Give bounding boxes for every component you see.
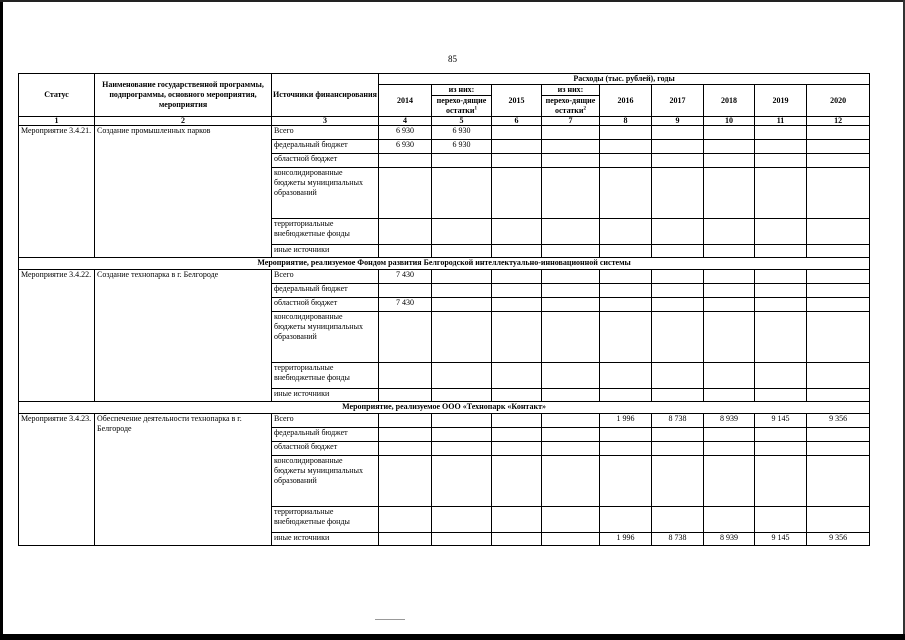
funding-source: федеральный бюджет xyxy=(272,140,379,154)
amount-cell xyxy=(704,442,755,456)
amount-cell xyxy=(379,389,432,402)
amount-cell xyxy=(600,284,652,298)
event-name: Создание промышленных парков xyxy=(95,126,272,258)
amount-cell: 8 939 xyxy=(704,414,755,428)
amount-cell xyxy=(600,168,652,219)
funding-source: иные источники xyxy=(272,389,379,402)
header-sources: Источники финансирования xyxy=(272,74,379,117)
funding-source: Всего xyxy=(272,270,379,284)
amount-cell xyxy=(492,533,542,546)
scan-artifact xyxy=(375,619,405,620)
amount-cell xyxy=(652,126,704,140)
amount-cell xyxy=(600,270,652,284)
amount-cell xyxy=(600,389,652,402)
funding-source: территориальные внебюджетные фонды xyxy=(272,507,379,533)
event-status: Мероприятие 3.4.22. xyxy=(19,270,95,402)
amount-cell xyxy=(492,507,542,533)
header-carryover-1-text: перехо-дящие остатки xyxy=(436,96,487,115)
amount-cell xyxy=(432,270,492,284)
amount-cell: 6 930 xyxy=(379,140,432,154)
amount-cell: 9 356 xyxy=(807,533,870,546)
amount-cell xyxy=(704,126,755,140)
amount-cell: 9 145 xyxy=(755,533,807,546)
amount-cell xyxy=(432,456,492,507)
amount-cell: 8 738 xyxy=(652,533,704,546)
amount-cell xyxy=(379,456,432,507)
amount-cell xyxy=(600,456,652,507)
column-number: 7 xyxy=(542,117,600,126)
header-year-2020: 2020 xyxy=(807,85,870,117)
amount-cell xyxy=(492,442,542,456)
amount-cell xyxy=(652,312,704,363)
amount-cell xyxy=(542,389,600,402)
amount-cell xyxy=(379,219,432,245)
table-body xyxy=(19,126,870,546)
column-number: 2 xyxy=(95,117,272,126)
amount-cell: 7 430 xyxy=(379,298,432,312)
funding-source: иные источники xyxy=(272,533,379,546)
amount-cell xyxy=(652,507,704,533)
amount-cell xyxy=(704,428,755,442)
amount-cell xyxy=(492,414,542,428)
amount-cell xyxy=(379,284,432,298)
funding-source: федеральный бюджет xyxy=(272,428,379,442)
funding-source: областной бюджет xyxy=(272,154,379,168)
scan-edge-bottom xyxy=(0,634,905,640)
amount-cell xyxy=(492,363,542,389)
amount-cell xyxy=(704,168,755,219)
funding-source: областной бюджет xyxy=(272,442,379,456)
header-expenses: Расходы (тыс. рублей), годы xyxy=(379,74,870,85)
column-number: 8 xyxy=(600,117,652,126)
amount-cell xyxy=(432,428,492,442)
event-name: Создание технопарка в г. Белгороде xyxy=(95,270,272,402)
amount-cell xyxy=(704,507,755,533)
column-number: 5 xyxy=(432,117,492,126)
amount-cell xyxy=(807,245,870,258)
amount-cell xyxy=(652,389,704,402)
table-row xyxy=(19,270,870,284)
header-year-2016: 2016 xyxy=(600,85,652,117)
amount-cell xyxy=(600,154,652,168)
header-carryover-2 xyxy=(542,96,600,117)
amount-cell xyxy=(379,245,432,258)
amount-cell xyxy=(379,428,432,442)
amount-cell xyxy=(652,442,704,456)
amount-cell xyxy=(432,284,492,298)
amount-cell: 6 930 xyxy=(432,126,492,140)
header-year-2015: 2015 xyxy=(492,85,542,117)
scan-edge-top xyxy=(0,0,905,2)
amount-cell: 8 939 xyxy=(704,533,755,546)
table-row xyxy=(19,414,870,428)
header-row-1 xyxy=(19,74,870,85)
amount-cell xyxy=(807,442,870,456)
amount-cell xyxy=(600,126,652,140)
amount-cell xyxy=(755,284,807,298)
amount-cell xyxy=(492,284,542,298)
column-number: 12 xyxy=(807,117,870,126)
amount-cell xyxy=(379,533,432,546)
funding-source: территориальные внебюджетные фонды xyxy=(272,219,379,245)
column-number: 10 xyxy=(704,117,755,126)
amount-cell: 9 356 xyxy=(807,414,870,428)
amount-cell xyxy=(600,245,652,258)
amount-cell xyxy=(755,298,807,312)
amount-cell xyxy=(432,298,492,312)
amount-cell: 6 930 xyxy=(432,140,492,154)
amount-cell xyxy=(492,154,542,168)
scan-edge-left xyxy=(0,0,3,640)
funding-source: консолидированные бюджеты муниципальных образований xyxy=(272,312,379,363)
amount-cell xyxy=(704,363,755,389)
header-year-2018: 2018 xyxy=(704,85,755,117)
amount-cell xyxy=(542,442,600,456)
amount-cell xyxy=(807,428,870,442)
amount-cell xyxy=(704,298,755,312)
amount-cell xyxy=(807,456,870,507)
header-of-them-1: из них: xyxy=(432,85,492,96)
funding-source: Всего xyxy=(272,414,379,428)
amount-cell xyxy=(807,363,870,389)
amount-cell xyxy=(600,140,652,154)
section-title: Мероприятие, реализуемое ООО «Технопарк «Контакт» xyxy=(19,402,870,414)
amount-cell xyxy=(807,298,870,312)
amount-cell xyxy=(704,245,755,258)
event-status: Мероприятие 3.4.23. xyxy=(19,414,95,546)
footnote-ref-1: 1 xyxy=(474,106,478,112)
amount-cell xyxy=(542,245,600,258)
amount-cell xyxy=(807,507,870,533)
amount-cell xyxy=(704,312,755,363)
amount-cell xyxy=(379,414,432,428)
column-number: 9 xyxy=(652,117,704,126)
amount-cell xyxy=(704,389,755,402)
amount-cell xyxy=(652,363,704,389)
amount-cell xyxy=(755,456,807,507)
column-number: 11 xyxy=(755,117,807,126)
funding-source: федеральный бюджет xyxy=(272,284,379,298)
amount-cell xyxy=(492,428,542,442)
amount-cell xyxy=(600,219,652,245)
amount-cell xyxy=(807,140,870,154)
amount-cell: 7 430 xyxy=(379,270,432,284)
amount-cell xyxy=(652,298,704,312)
amount-cell xyxy=(755,245,807,258)
amount-cell: 1 996 xyxy=(600,414,652,428)
amount-cell xyxy=(492,168,542,219)
amount-cell xyxy=(755,219,807,245)
amount-cell xyxy=(704,154,755,168)
amount-cell xyxy=(704,140,755,154)
section-title: Мероприятие, реализуемое Фондом развития Белгородской интеллектуально-инновационной системы xyxy=(19,258,870,270)
funding-source: консолидированные бюджеты муниципальных образований xyxy=(272,168,379,219)
amount-cell xyxy=(704,219,755,245)
table-row xyxy=(19,126,870,140)
amount-cell xyxy=(652,140,704,154)
amount-cell xyxy=(542,507,600,533)
amount-cell xyxy=(432,507,492,533)
funding-source: Всего xyxy=(272,126,379,140)
amount-cell xyxy=(652,456,704,507)
amount-cell xyxy=(807,312,870,363)
section-title-row xyxy=(19,258,870,270)
amount-cell xyxy=(652,154,704,168)
amount-cell xyxy=(807,126,870,140)
column-number: 4 xyxy=(379,117,432,126)
amount-cell xyxy=(600,298,652,312)
event-status: Мероприятие 3.4.21. xyxy=(19,126,95,258)
amount-cell xyxy=(379,507,432,533)
amount-cell xyxy=(492,298,542,312)
header-name: Наименование государственной программы, подпрограммы, основного мероприятия, мероприятия xyxy=(95,74,272,117)
amount-cell xyxy=(542,168,600,219)
amount-cell xyxy=(379,168,432,219)
amount-cell xyxy=(542,284,600,298)
amount-cell xyxy=(432,168,492,219)
budget-table xyxy=(18,73,870,546)
amount-cell xyxy=(807,389,870,402)
amount-cell xyxy=(652,428,704,442)
amount-cell xyxy=(542,414,600,428)
amount-cell xyxy=(755,442,807,456)
header-carryover-1 xyxy=(432,96,492,117)
amount-cell xyxy=(432,245,492,258)
amount-cell xyxy=(755,363,807,389)
event-name: Обеспечение деятельности технопарка в г. Белгороде xyxy=(95,414,272,546)
amount-cell xyxy=(755,126,807,140)
amount-cell xyxy=(492,312,542,363)
header-year-2014: 2014 xyxy=(379,85,432,117)
amount-cell xyxy=(807,284,870,298)
amount-cell xyxy=(600,507,652,533)
amount-cell xyxy=(542,126,600,140)
amount-cell xyxy=(807,154,870,168)
header-status: Статус xyxy=(19,74,95,117)
amount-cell xyxy=(492,245,542,258)
amount-cell xyxy=(652,270,704,284)
amount-cell xyxy=(542,298,600,312)
amount-cell xyxy=(704,270,755,284)
amount-cell xyxy=(492,456,542,507)
amount-cell xyxy=(542,219,600,245)
amount-cell xyxy=(600,312,652,363)
column-number: 1 xyxy=(19,117,95,126)
amount-cell xyxy=(807,219,870,245)
amount-cell: 8 738 xyxy=(652,414,704,428)
column-number: 3 xyxy=(272,117,379,126)
amount-cell xyxy=(755,507,807,533)
amount-cell xyxy=(432,414,492,428)
amount-cell xyxy=(542,428,600,442)
page-number: 85 xyxy=(448,54,457,64)
amount-cell xyxy=(652,284,704,298)
amount-cell xyxy=(652,245,704,258)
amount-cell xyxy=(600,363,652,389)
amount-cell: 9 145 xyxy=(755,414,807,428)
header-of-them-2: из них: xyxy=(542,85,600,96)
amount-cell xyxy=(807,270,870,284)
amount-cell xyxy=(600,442,652,456)
amount-cell xyxy=(432,442,492,456)
amount-cell xyxy=(432,533,492,546)
amount-cell xyxy=(652,219,704,245)
amount-cell xyxy=(379,442,432,456)
amount-cell xyxy=(492,389,542,402)
amount-cell xyxy=(432,363,492,389)
amount-cell: 1 996 xyxy=(600,533,652,546)
header-year-2019: 2019 xyxy=(755,85,807,117)
section-title-row xyxy=(19,402,870,414)
amount-cell xyxy=(755,270,807,284)
amount-cell xyxy=(600,428,652,442)
amount-cell xyxy=(755,154,807,168)
amount-cell xyxy=(542,270,600,284)
amount-cell xyxy=(379,363,432,389)
amount-cell xyxy=(379,154,432,168)
header-year-2017: 2017 xyxy=(652,85,704,117)
amount-cell xyxy=(542,533,600,546)
amount-cell xyxy=(432,219,492,245)
amount-cell xyxy=(379,312,432,363)
funding-source: областной бюджет xyxy=(272,298,379,312)
amount-cell xyxy=(755,140,807,154)
amount-cell xyxy=(807,168,870,219)
amount-cell xyxy=(755,168,807,219)
header-carryover-2-text: перехо-дящие остатки xyxy=(545,96,596,115)
amount-cell xyxy=(492,126,542,140)
funding-source: консолидированные бюджеты муниципальных образований xyxy=(272,456,379,507)
column-number: 6 xyxy=(492,117,542,126)
footnote-ref-2: 2 xyxy=(583,106,587,112)
amount-cell xyxy=(704,456,755,507)
funding-source: территориальные внебюджетные фонды xyxy=(272,363,379,389)
amount-cell xyxy=(542,363,600,389)
amount-cell xyxy=(652,168,704,219)
amount-cell xyxy=(755,428,807,442)
amount-cell xyxy=(432,389,492,402)
amount-cell xyxy=(432,312,492,363)
amount-cell xyxy=(542,312,600,363)
amount-cell xyxy=(755,312,807,363)
amount-cell xyxy=(542,154,600,168)
amount-cell xyxy=(492,219,542,245)
amount-cell xyxy=(432,154,492,168)
amount-cell: 6 930 xyxy=(379,126,432,140)
amount-cell xyxy=(492,270,542,284)
funding-source: иные источники xyxy=(272,245,379,258)
amount-cell xyxy=(755,389,807,402)
amount-cell xyxy=(542,456,600,507)
amount-cell xyxy=(542,140,600,154)
amount-cell xyxy=(704,284,755,298)
amount-cell xyxy=(492,140,542,154)
column-number-row xyxy=(19,117,870,126)
